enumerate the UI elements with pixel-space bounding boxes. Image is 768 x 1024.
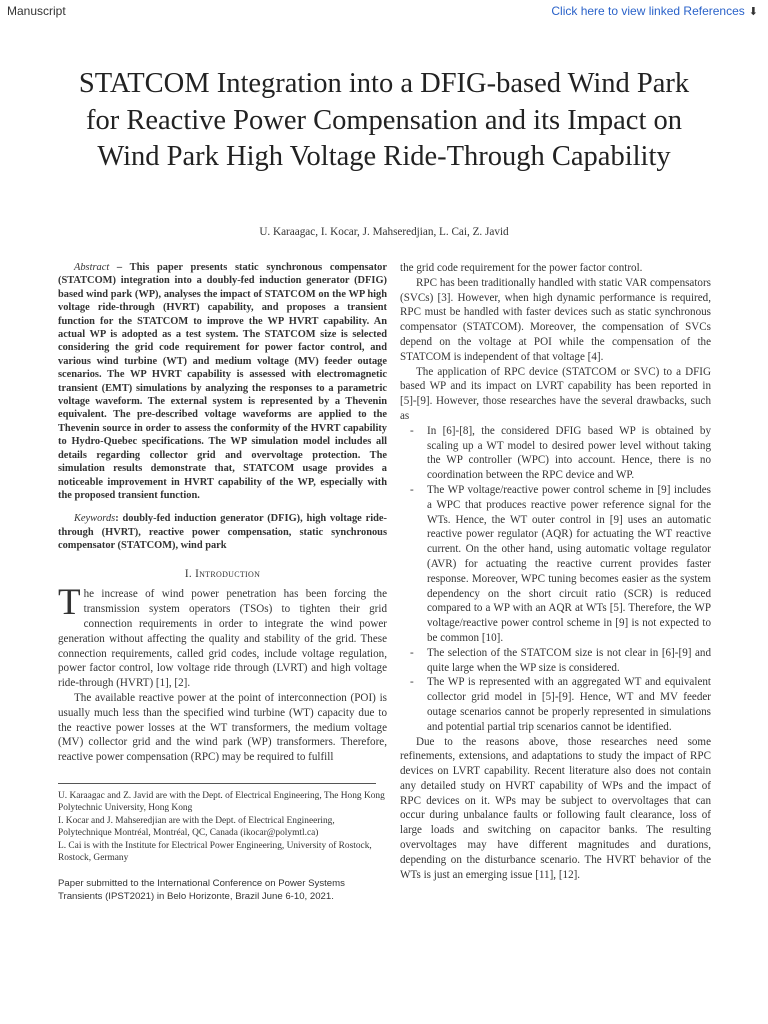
list-item <box>410 483 711 646</box>
section-title: Introduction <box>195 567 261 580</box>
author-list: U. Karaagac, I. Kocar, J. Mahseredjian, L. Cai, Z. Javid <box>259 226 509 238</box>
list-bullet: - <box>410 483 414 496</box>
paper-title: STATCOM Integration into a DFIG-based Wind Park for Reactive Power Compensation and its Impact on Wind Park High Voltage Ride-Through Capability <box>78 68 690 172</box>
top-bar <box>0 0 768 26</box>
body-paragraph: the grid code requirement for the power factor control. <box>400 262 643 274</box>
intro-paragraph-2: The available reactive power at the point of interconnection (POI) is usually much less than the specified wind turbine (WT) capacity due to the reactive power losses at the WT transformers, the medium voltage (MV) collector grid and the wind park (WP) transformers. Therefore, reactive power compensation (RPC) may be required to fulfill <box>58 691 387 764</box>
keywords <box>58 512 387 552</box>
list-bullet: - <box>410 646 414 659</box>
keywords-text: : doubly-fed induction generator (DFIG), high voltage ride-through (HVRT), reactive power compensation, static synchronous compensator (STATCOM), wind park <box>58 513 387 552</box>
list-item-text: The WP voltage/reactive power control scheme in [9] includes a WPC that produces reactive power reference signal for the WTs. Hence, the WT outer control in [9] uses an automatic reactive power regulator (AQR) for actuating the WT reactive current. On the other hand, using automatic voltage regulator (AVR) for actuating the reactive current provides faster response. Moreover, WPC tuning becomes easier as the system dependency on the short circuit ratio (SCR) is reduced compared to a WP with an AQR at WTs [5]. Therefore, the WP voltage/reactive power control scheme in [9] is not expected to be common [10]. <box>427 483 711 644</box>
abstract-text: – This paper presents static synchronous compensator (STATCOM) integration into a doubly-fed induction generator (DFIG) based wind park (WP), analyses the impact of STATCOM on the WP high voltage ride-through (HVRT) capability, and proposes a transient function for the STATCOM to improve the WP HVRT capability. An actual WP is adopted as a test system. The STATCOM size is selected considering the grid code requirement for power factor control, and various wind turbine (WT) and medium voltage (MV) feeder outage scenarios. The WP HVRT capability is assessed with electromagnetic transient (EMT) simulations by analyzing the responses to a parametric voltage waveform. The external system is represented by a Thevenin equivalent. The pre-described voltage waveforms are applied to the Thevenin source in order to assess the conformity of the HVRT capability to Hydro-Quebec specifications. The WP simulation model includes all details regarding collector grid and overvoltage protection. The simulation results demonstrate that, STATCOM usage provides a noticeable improvement in HVRT capability of the WP, especially with the proposed transient function. <box>58 262 387 501</box>
list-item-text: In [6]-[8], the considered DFIG based WP is obtained by scaling up a WT model to desired power level without taking the WP controller (WPC) into account. Hence, there is no coordination between the RPC device and WP. <box>427 424 711 482</box>
left-column <box>58 261 387 903</box>
abstract-label: Abstract <box>74 262 110 273</box>
body-paragraph: Due to the reasons above, those researches need some refinements, extensions, and adaptations to study the impact of RPC devices on LVRT capability. Recent literature also does not contain any detailed study on HVRT capability of WPs and the impact of RPC devices on it. WPs may be subject to overvoltages that can occur during unbalance faults or following fault clearance, loss of large loads and switching on capacitor banks. The resulting overvoltages may have different magnitudes and durations, depending on the disturbance scenario. The HVRT behavior of the WTs is just an emerging issue [11], [12]. <box>400 735 711 881</box>
list-item-text: The selection of the STATCOM size is not clear in [6]-[9] and quite large when the WP size is considered. <box>427 646 711 674</box>
intro-paragraph-1 <box>58 582 387 691</box>
list-item <box>410 646 711 676</box>
right-column <box>400 261 711 882</box>
intro-paragraph-1-text: he increase of wind power penetration has been forcing the transmission system operators (TSOs) to tighten their grid connection requirements in order to integrate the wind power generation without affecting the quality and stability of the grid. These connection requirements, called grid codes, include voltage regulation, power factor control, low voltage ride through (LVRT) and high voltage ride-through (HVRT) [1], [2]. <box>58 588 387 690</box>
section-heading-introduction <box>58 567 387 582</box>
linked-references-link[interactable] <box>551 4 758 18</box>
list-item <box>410 424 711 483</box>
body-paragraph: The application of RPC device (STATCOM or SVC) to a DFIG based WP and its impact on LVRT capability has been reported in [5]-[9]. However, those researches have the several drawbacks, such as <box>400 365 711 422</box>
footnote-affiliation: L. Cai is with the Institute for Electrical Power Engineering, University of Rostock, Rostock, Germany <box>58 840 372 863</box>
footnote-divider <box>58 783 376 784</box>
abstract <box>58 261 387 502</box>
list-item-text: The WP is represented with an aggregated WT and equivalent collector grid model in [5]-[9]. Hence, WT and MV feeder outage scenarios cannot be properly represented in simulations and potential partial trip scenarios cannot be identified. <box>427 676 711 733</box>
download-arrow-icon[interactable]: ⬇ <box>748 6 758 18</box>
list-bullet: - <box>410 676 414 689</box>
manuscript-label: Manuscript <box>7 4 66 18</box>
list-item <box>410 675 711 734</box>
keywords-label: Keywords <box>74 513 116 525</box>
footnote-affiliation: U. Karaagac and Z. Javid are with the Dept. of Electrical Engineering, The Hong Kong Polytechnic University, Hong Kong <box>58 790 385 813</box>
list-bullet: - <box>410 424 414 437</box>
drawbacks-list <box>400 424 711 735</box>
section-number: I. <box>184 567 192 580</box>
drop-cap: T <box>58 582 81 624</box>
submission-note: Paper submitted to the International Conference on Power Systems Transients (IPST2021) in Belo Horizonte, Brazil June 6-10, 2021. <box>58 877 345 902</box>
linked-references-text[interactable]: Click here to view linked References <box>551 4 745 18</box>
body-paragraph: RPC has been traditionally handled with static VAR compensators (SVCs) [3]. However, when high dynamic performance is required, RPC must be handled with faster devices such as static synchronous compensator (STATCOM). Moreover, the compensation of SVCs depend on the voltage at POI while the compensation of the STATCOM is independent of that voltage [4]. <box>400 276 711 363</box>
footnote-affiliation: I. Kocar and J. Mahseredjian are with the Dept. of Electrical Engineering, Polytechnique Montréal, Montréal, QC, Canada (ikocar@polymtl.ca) <box>58 815 335 838</box>
